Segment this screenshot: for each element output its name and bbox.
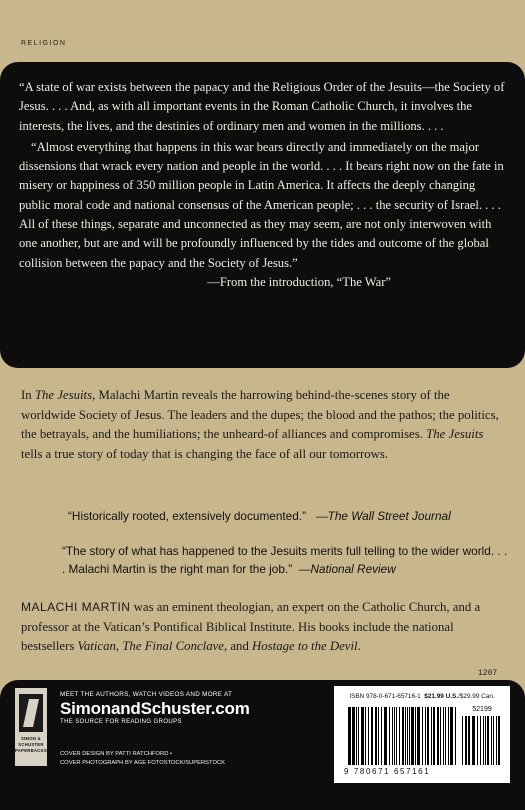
book-description: In The Jesuits, Malachi Martin reveals the harrowing behind-the-scenes story of the worldwide Society of Jesus. The leaders and the dupes; the blood and the pathos; the politics, the betrayals, and the humiliations; the unheard-of alliances and compromises. The Jesuits tells a true story of today that is changing the face of all our tomorrows. xyxy=(21,388,499,461)
isbn-price-line xyxy=(334,693,510,700)
review-text: “The story of what has happened to the Jesuits merits full telling to the wider world. . . . Malachi Martin is the right man for the job.” xyxy=(62,544,508,576)
publisher-logo-text: SIMON & SCHUSTER PAPERBACKS xyxy=(15,736,48,753)
barcode-box xyxy=(334,686,510,783)
quote-paragraph: “Almost everything that happens in this war bears directly and immediately on the major dissensions that wrack every nation and people in the world. . . . It bears right now on the fate in misery or happiness of 350 million people in Latin America. It affects the deeply changing public moral code and national consensus of the American people; . . . the security of Israel. . . . All of these things, separate and unconnected as they may seem, are not only interwoven with one another, but are and will be profoundly influenced by the tides and outcome of the global collision between the papacy and the Society of Jesus.” xyxy=(19,139,504,270)
website-intro: MEET THE AUTHORS, WATCH VIDEOS AND MORE AT xyxy=(60,691,233,698)
review-source: —The Wall Street Journal xyxy=(315,509,451,523)
author-name: MALACHI MARTIN xyxy=(21,600,131,614)
addon-number: 52199 xyxy=(472,706,492,713)
cover-credits xyxy=(60,750,225,768)
photo-credit: COVER PHOTOGRAPH BY AGE FOTOSTOCK/SUPERSTOCK xyxy=(60,760,226,766)
quote-attribution: —From the introduction, “The War” xyxy=(207,274,391,289)
us-price: $21.99 U.S. xyxy=(424,693,459,700)
website-block xyxy=(60,690,250,725)
website-link[interactable]: SimonandSchuster.com xyxy=(60,699,250,718)
review-quote xyxy=(68,507,508,525)
quote-paragraph: “A state of war exists between the papacy and the Religious Order of the Jesuits—the Society of Jesus. . . . And, as with all important events in the Roman Catholic Church, it involves the interests, the lives, and the destinies of ordinary men and women in the millions. . . . xyxy=(19,80,505,133)
quote-panel xyxy=(0,62,525,368)
review-text: “Historically rooted, extensively documented.” xyxy=(68,509,307,523)
category-label: RELIGION xyxy=(21,40,67,47)
book-title: The Jesuits xyxy=(426,427,484,441)
book-title: The Jesuits xyxy=(34,388,93,402)
author-bio: MALACHI MARTIN was an eminent theologian, an expert on the Catholic Church, and a professor at the Vatican’s Pontifical Biblical Institute. His books include the national bestsellers Vatican, The Final Conclave, and Hostage to the Devil. xyxy=(21,600,481,653)
review-source: —National Review xyxy=(298,562,396,576)
price-code: 1207 xyxy=(478,669,498,678)
isbn-barcode xyxy=(348,707,458,765)
review-quote xyxy=(62,542,510,578)
isbn-text: ISBN 978-0-671-65716-1 xyxy=(349,693,421,700)
barcode-number: 9 780671 657161 xyxy=(344,767,431,776)
can-price: /$29.99 Can. xyxy=(458,693,495,700)
addon-barcode xyxy=(462,716,502,765)
publisher-logo xyxy=(15,688,47,766)
design-credit: COVER DESIGN BY PATTI RATCHFORD • xyxy=(60,751,173,757)
sower-icon xyxy=(19,694,43,732)
website-tagline: THE SOURCE FOR READING GROUPS xyxy=(60,719,182,725)
